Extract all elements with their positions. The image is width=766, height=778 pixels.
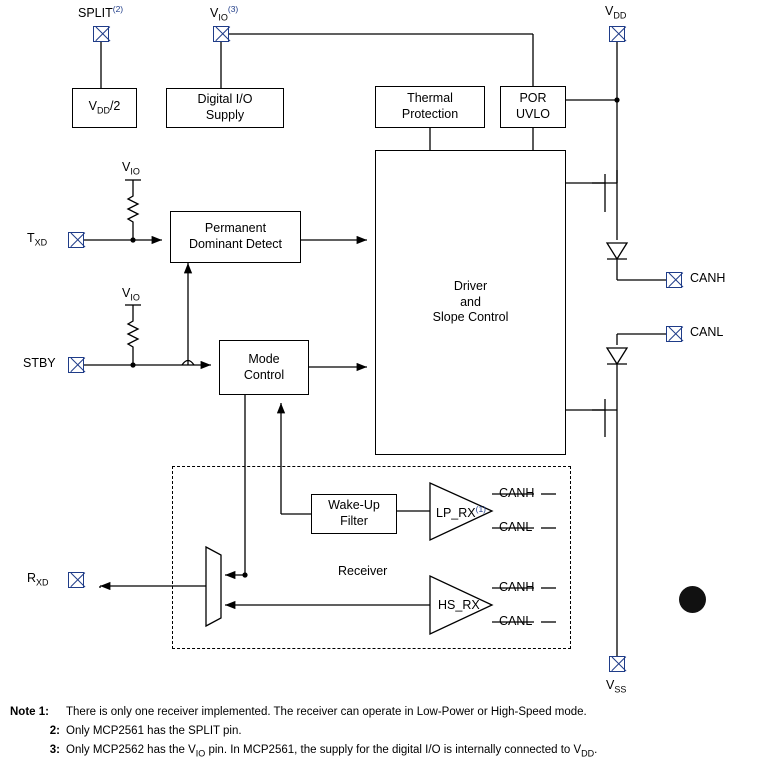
vio-pullup-txd-label: $V_{IO}$ (122, 160, 140, 177)
hs-rx-canh-label: CANH (499, 580, 535, 594)
canh-pin-label: CANH (690, 271, 726, 285)
digital-io-supply-label: Digital I/O Supply (197, 92, 253, 122)
vio-pullup-stby-label: $V_{IO}$ (122, 286, 140, 303)
note-2-key: 2: (49, 725, 60, 737)
note-1-text: There is only one receiver implemented. The receiver can operate in Low-Power or High-Speed mode. (66, 706, 587, 718)
vdd-pin-label: $V_{DD}$ (605, 4, 627, 21)
note-3-text: Only MCP2562 has the $V_{IO}$ pin. In MCP2561, the supply for the digital I/O is internally connected to $V_{DD}$. (66, 744, 598, 759)
split-pin-label: SPLIT$^{(2)}$ (78, 4, 124, 21)
thermal-protection-label: Thermal Protection (401, 91, 459, 121)
por-uvlo-label: POR UVLO (515, 91, 551, 121)
mode-control-label: Mode Control (243, 351, 285, 382)
note-3-key: 3: (49, 744, 60, 756)
driver-slope-control-label: Driver and Slope Control (432, 279, 509, 325)
permanent-dominant-detect-label: Permanent Dominant Detect (188, 221, 283, 251)
note-row-3 (10, 744, 760, 758)
lp-rx-canl-label: CANL (499, 520, 533, 534)
note-row-1 (10, 706, 760, 718)
hs-rx-canl-label: CANL (499, 614, 533, 628)
lp-rx-label: LP_RX$^{(1)}$ (436, 504, 486, 521)
note-row-2 (10, 725, 760, 737)
vss-pin-label: $V_{SS}$ (606, 678, 627, 695)
canl-pin-label: CANL (690, 325, 724, 339)
note-2-text: Only MCP2561 has the SPLIT pin. (66, 725, 242, 737)
note-1-key: Note 1: (10, 706, 49, 718)
txd-pin-label: $T_{XD}$ (27, 231, 48, 248)
stby-pin-label: STBY (23, 356, 56, 370)
receiver-label: Receiver (338, 564, 388, 578)
notes-section (10, 706, 760, 765)
hs-rx-label: HS_RX (438, 598, 480, 612)
lp-rx-canh-label: CANH (499, 486, 535, 500)
vdd-half-label: $V_{DD}/2$ (88, 99, 121, 116)
page-marker-dot (679, 586, 706, 613)
wake-up-filter-label: Wake-Up Filter (328, 498, 380, 528)
rxd-pin-label: $R_{XD}$ (27, 571, 49, 588)
vio-pin-label: $V_{IO}^{(3)}$ (210, 4, 239, 23)
